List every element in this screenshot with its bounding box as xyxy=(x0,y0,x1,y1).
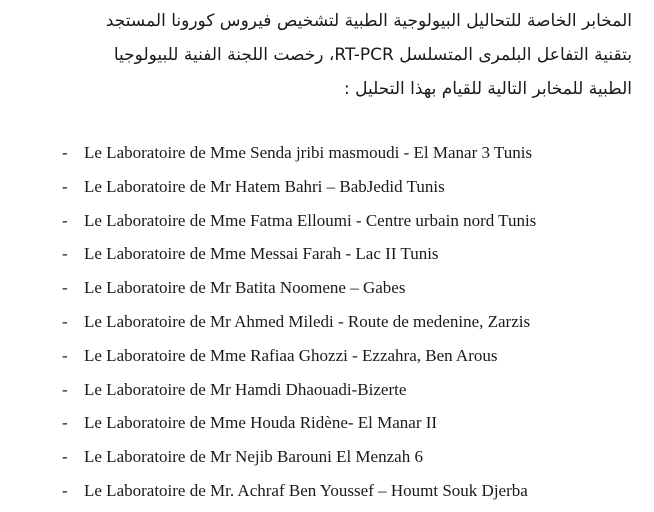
lab-name: Le Laboratoire de Mme Fatma Elloumi - Centre urbain nord Tunis xyxy=(84,210,537,230)
lab-name: Le Laboratoire de Mme Messai Farah - Lac II Tunis xyxy=(84,244,439,264)
lab-name: Le Laboratoire de Mr Hatem Bahri – BabJedid Tunis xyxy=(84,176,445,196)
list-bullet: - xyxy=(62,379,68,399)
lab-name: Le Laboratoire de Mme Senda jribi masmoudi - El Manar 3 Tunis xyxy=(84,143,533,162)
lab-name: Le Laboratoire de Mr Hamdi Dhaouadi-Bizerte xyxy=(84,379,407,399)
arabic-line-2: بتقنية التفاعل البلمرى المتسلسل RT-PCR، رخصت اللجنة الفنية للبيولوجيا xyxy=(113,45,632,65)
lab-name: Le Laboratoire de Mme Rafiaa Ghozzi - Ezzahra, Ben Arous xyxy=(84,345,498,365)
arabic-line-3: الطبية للمخابر التالية للقيام بهذا التحليل : xyxy=(343,79,632,99)
list-item xyxy=(62,474,536,508)
list-item xyxy=(62,339,536,373)
lab-name: Le Laboratoire de Mr Batita Noomene – Gabes xyxy=(84,278,406,298)
list-bullet: - xyxy=(62,447,68,467)
list-item xyxy=(62,440,536,474)
list-item xyxy=(62,373,536,407)
list-item xyxy=(62,204,536,238)
list-bullet: - xyxy=(62,480,68,500)
list-bullet: - xyxy=(62,176,68,196)
list-item xyxy=(62,170,536,204)
list-bullet: - xyxy=(62,143,68,162)
list-item xyxy=(62,406,536,440)
lab-name: Le Laboratoire de Mme Houda Ridène- El Manar II xyxy=(84,413,438,433)
list-bullet: - xyxy=(62,413,68,433)
lab-name: Le Laboratoire de Mr. Achraf Ben Youssef – Houmt Souk Djerba xyxy=(84,480,528,500)
lab-name: Le Laboratoire de Mr Nejib Barouni El Menzah 6 xyxy=(84,447,423,467)
list-item xyxy=(62,271,536,305)
list-bullet: - xyxy=(62,278,68,298)
arabic-intro-paragraph xyxy=(32,4,632,106)
list-item xyxy=(62,305,536,339)
list-bullet: - xyxy=(62,311,68,331)
laboratory-list xyxy=(62,136,536,508)
list-bullet: - xyxy=(62,244,68,264)
lab-name: Le Laboratoire de Mr Ahmed Miledi - Route de medenine, Zarzis xyxy=(84,311,531,331)
list-item xyxy=(62,136,536,170)
list-bullet: - xyxy=(62,345,68,365)
list-bullet: - xyxy=(62,210,68,230)
list-item xyxy=(62,237,536,271)
arabic-line-1: المخابر الخاصة للتحاليل البيولوجية الطبية لتشخيص فيروس كورونا المستجد xyxy=(105,11,632,31)
